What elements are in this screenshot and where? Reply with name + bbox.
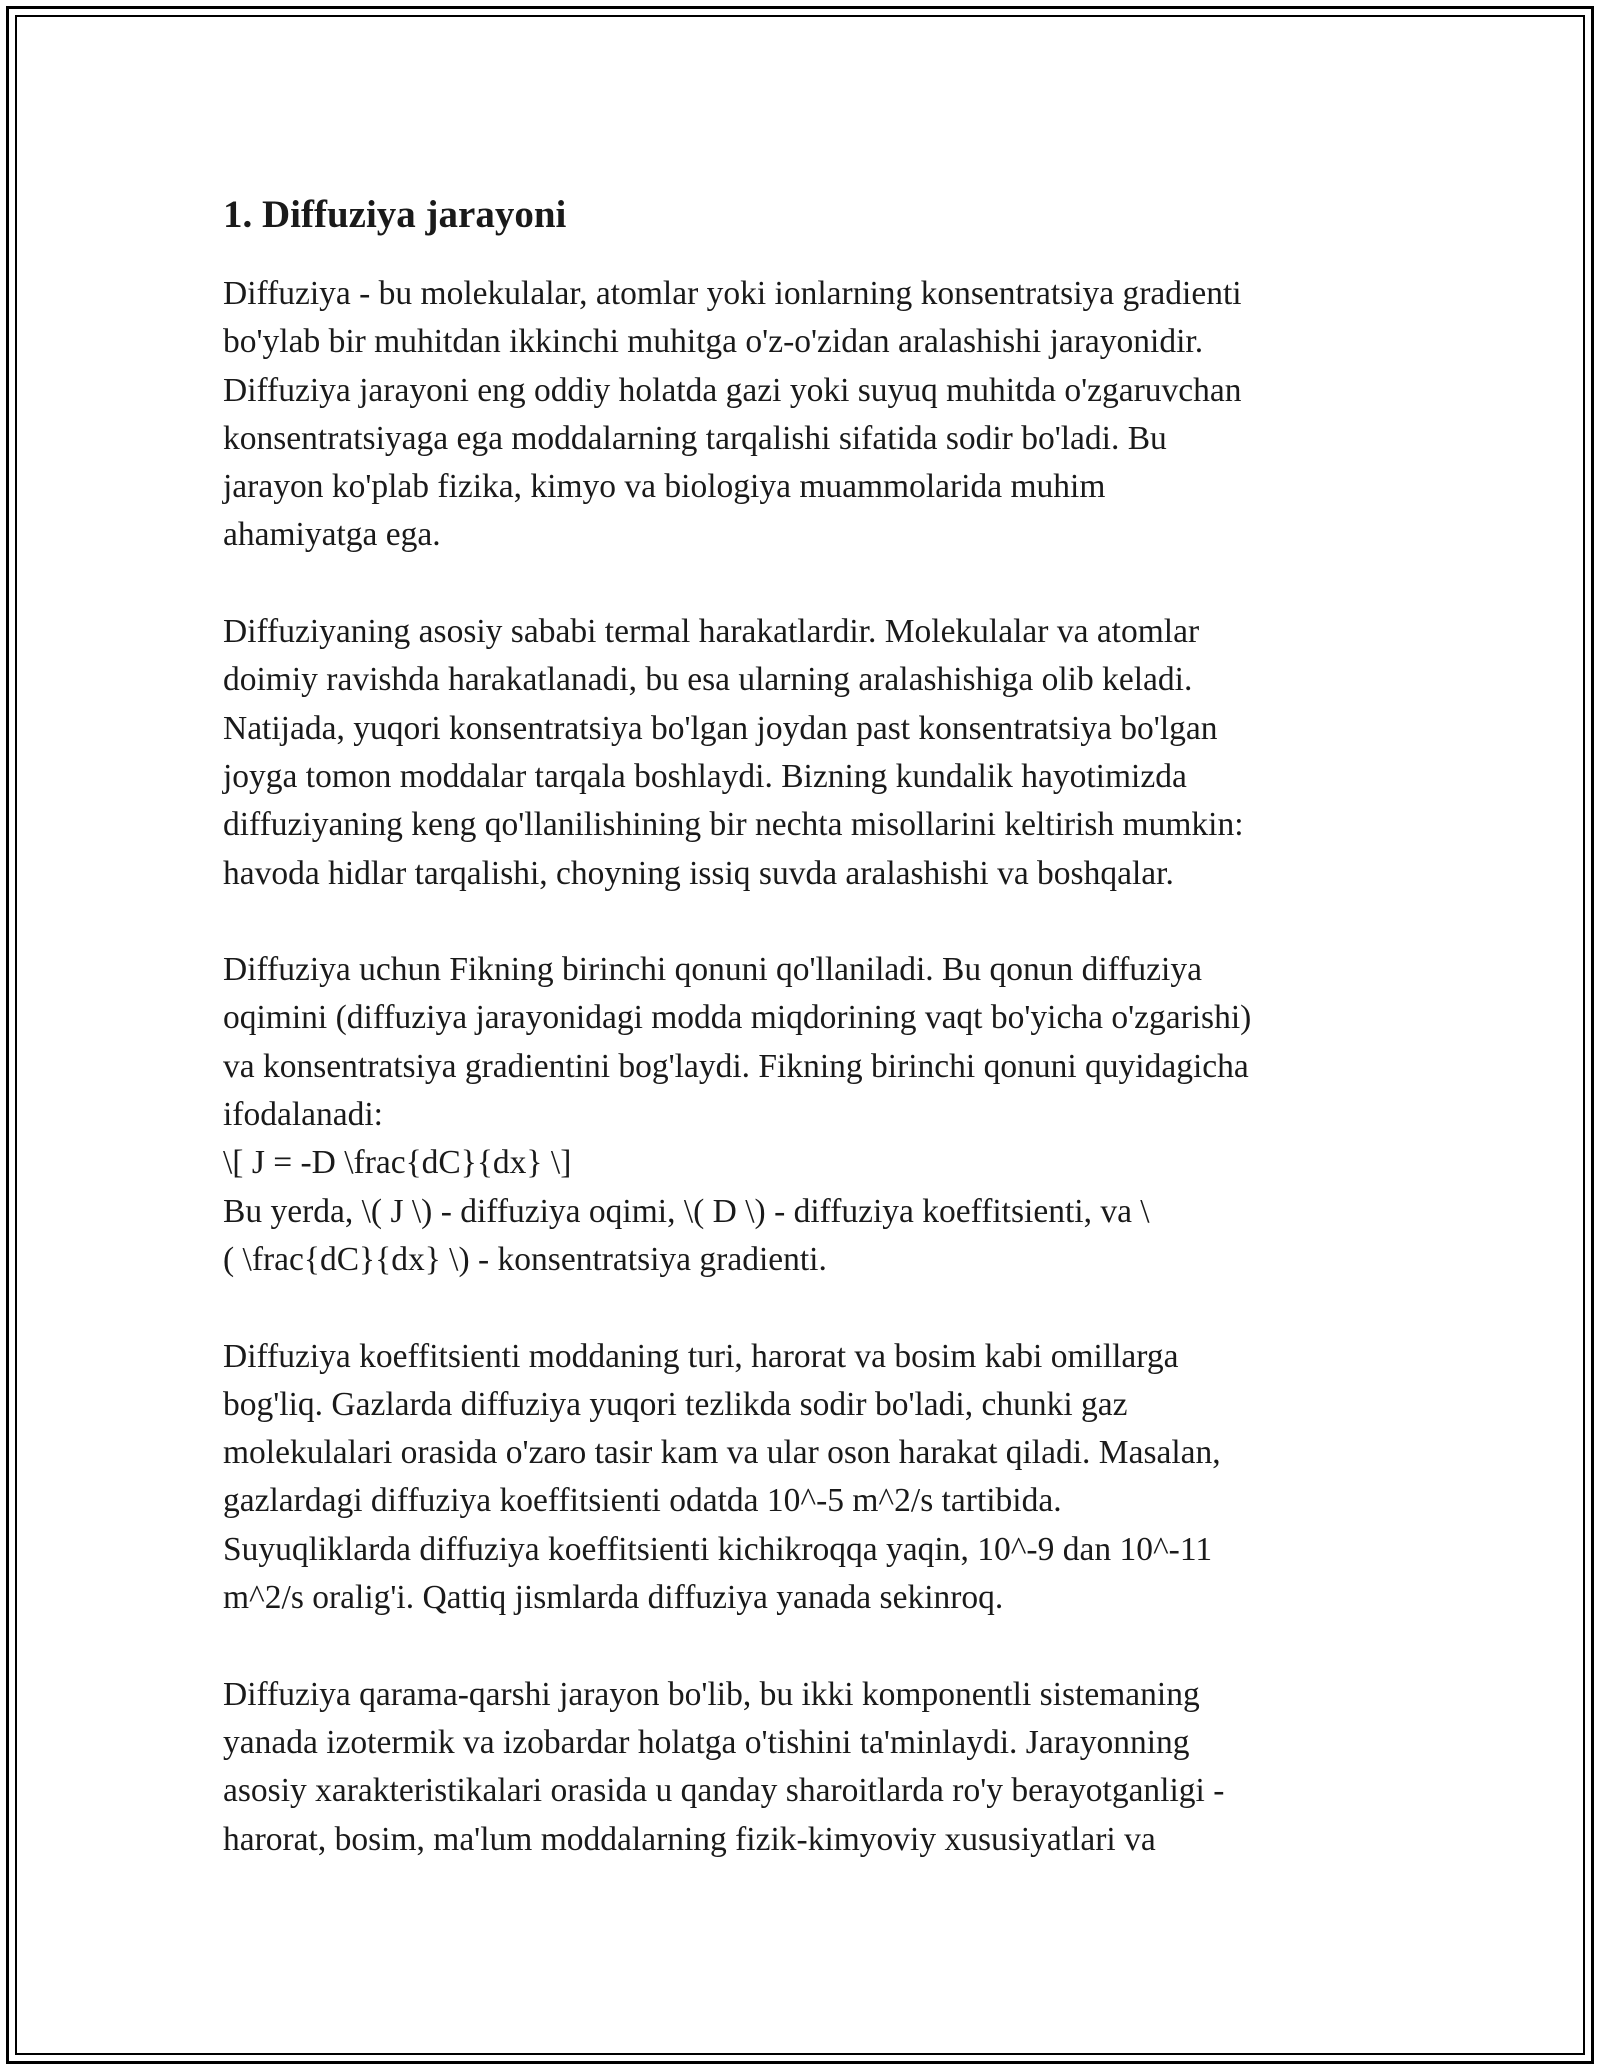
text-line: Diffuziyaning asosiy sababi termal harakatlardir. Molekulalar va atomlar: [223, 613, 1200, 651]
paragraph-1: [223, 270, 1373, 560]
text-line: Suyuqliklarda diffuziya koeffitsienti kichikroqqa yaqin, 10^-9 dan 10^-11: [223, 1530, 1213, 1568]
text-line: bog'liq. Gazlarda diffuziya yuqori tezlikda sodir bo'ladi, chunki gaz: [223, 1385, 1128, 1423]
text-line: doimiy ravishda harakatlanadi, bu esa ularning aralashishiga olib keladi.: [223, 661, 1193, 699]
text-line: jarayon ko'plab fizika, kimyo va biologiya muammolarida muhim: [223, 468, 1106, 506]
text-line: harorat, bosim, ma'lum moddalarning fizik-kimyoviy xususiyatlari va: [223, 1820, 1156, 1858]
text-line: konsentratsiyaga ega moddalarning tarqalishi sifatida sodir bo'ladi. Bu: [223, 419, 1167, 457]
paragraph-5: [223, 1671, 1373, 1864]
paragraph-3: [223, 946, 1373, 1284]
formula-line: \[ J = -D \frac{dC}{dx} \]: [223, 1144, 572, 1182]
text-line: gazlardagi diffuziya koeffitsienti odatda 10^-5 m^2/s tartibida.: [223, 1482, 1062, 1520]
text-line: oqimini (diffuziya jarayonidagi modda miqdorining vaqt bo'yicha o'zgarishi): [223, 999, 1252, 1037]
text-line: bo'ylab bir muhitdan ikkinchi muhitga o'z-o'zidan aralashishi jarayonidir.: [223, 323, 1204, 361]
text-line: Diffuziya qarama-qarshi jarayon bo'lib, bu ikki komponentli sistemaning: [223, 1675, 1200, 1713]
text-line: havoda hidlar tarqalishi, choyning issiq suvda aralashishi va boshqalar.: [223, 854, 1174, 892]
text-line: Bu yerda, \( J \) - diffuziya oqimi, \( D \) - diffuziya koeffitsienti, va \: [223, 1192, 1150, 1230]
text-line: m^2/s oralig'i. Qattiq jismlarda diffuziya yanada sekinroq.: [223, 1579, 1004, 1617]
text-line: Natijada, yuqori konsentratsiya bo'lgan joydan past konsentratsiya bo'lgan: [223, 709, 1218, 747]
text-line: Diffuziya koeffitsienti moddaning turi, harorat va bosim kabi omillarga: [223, 1337, 1179, 1375]
text-line: asosiy xarakteristikalari orasida u qanday sharoitlarda ro'y berayotganligi -: [223, 1772, 1225, 1810]
section-heading: 1. Diffuziya jarayoni: [223, 193, 567, 236]
text-line: joyga tomon moddalar tarqala boshlaydi. Bizning kundalik hayotimizda: [223, 757, 1187, 795]
text-line: ifodalanadi:: [223, 1096, 383, 1134]
text-line: Diffuziya jarayoni eng oddiy holatda gazi yoki suyuq muhitda o'zgaruvchan: [223, 371, 1242, 409]
paragraph-4: [223, 1333, 1373, 1623]
document-body: [223, 185, 1373, 1912]
text-line: va konsentratsiya gradientini bog'laydi. Fikning birinchi qonuni quyidagicha: [223, 1047, 1249, 1085]
text-line: diffuziyaning keng qo'llanilishining bir nechta misollarini keltirish mumkin:: [223, 806, 1244, 844]
text-line: molekulalari orasida o'zaro tasir kam va ular oson harakat qiladi. Masalan,: [223, 1434, 1221, 1472]
text-line: ( \frac{dC}{dx} \) - konsentratsiya gradienti.: [223, 1240, 827, 1278]
text-line: Diffuziya uchun Fikning birinchi qonuni qo'llaniladi. Bu qonun diffuziya: [223, 951, 1202, 989]
text-line: ahamiyatga ega.: [223, 516, 441, 554]
paragraph-2: [223, 608, 1373, 898]
text-line: Diffuziya - bu molekulalar, atomlar yoki ionlarning konsentratsiya gradienti: [223, 275, 1242, 312]
text-line: yanada izotermik va izobardar holatga o'tishini ta'minlaydi. Jarayonning: [223, 1723, 1190, 1761]
